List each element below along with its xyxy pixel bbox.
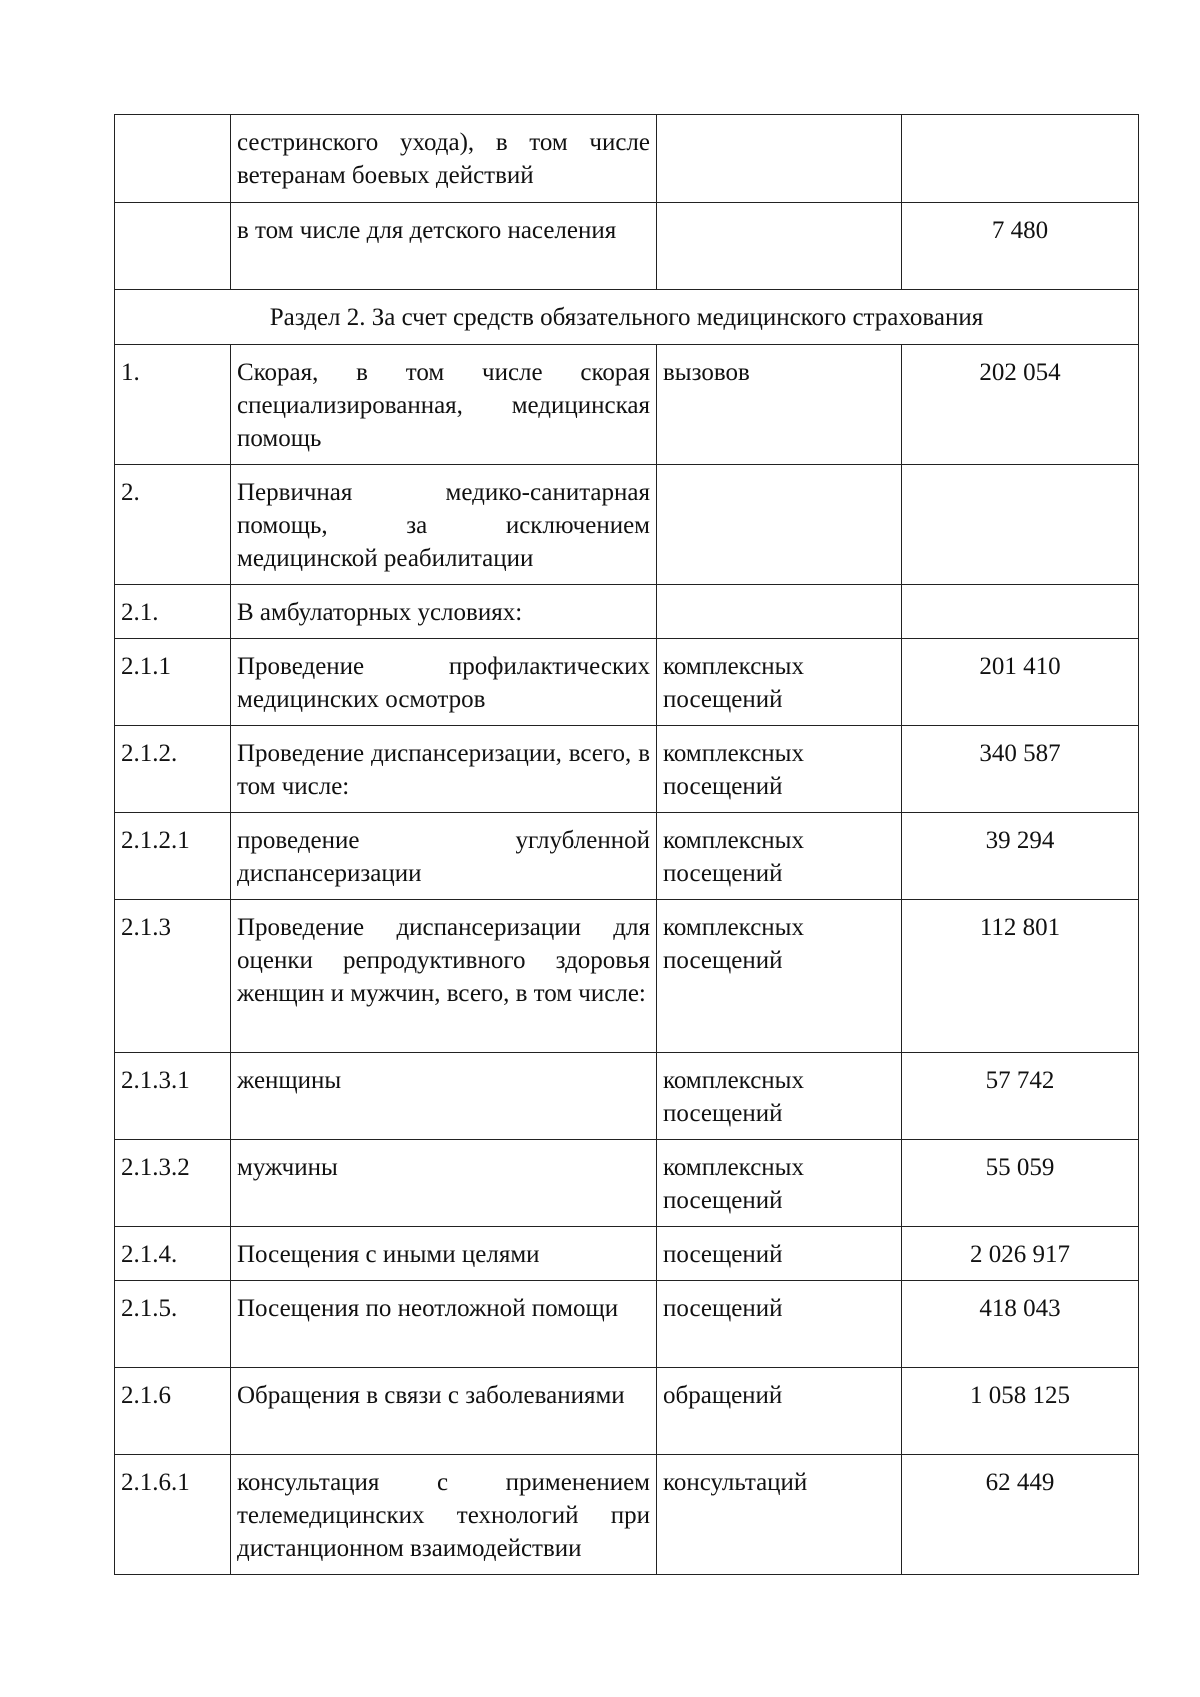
row-unit: консультаций	[657, 1455, 902, 1575]
row-value: 2 026 917	[902, 1227, 1139, 1281]
row-value	[902, 115, 1139, 203]
table-row	[115, 1281, 1139, 1368]
table-row	[115, 1053, 1139, 1140]
row-number: 2.1.3.1	[115, 1053, 231, 1140]
table-row	[115, 726, 1139, 813]
row-unit: посещений	[657, 1281, 902, 1368]
row-unit	[657, 115, 902, 203]
row-value: 55 059	[902, 1140, 1139, 1227]
row-number: 2.1.3	[115, 900, 231, 1053]
row-value: 7 480	[902, 203, 1139, 290]
table-row	[115, 345, 1139, 465]
row-number	[115, 203, 231, 290]
row-number: 2.	[115, 465, 231, 585]
row-value: 202 054	[902, 345, 1139, 465]
section-title: Раздел 2. За счет средств обязательного медицинского страхования	[115, 290, 1139, 345]
row-number: 2.1.	[115, 585, 231, 639]
table-row	[115, 813, 1139, 900]
row-value	[902, 465, 1139, 585]
row-number: 2.1.4.	[115, 1227, 231, 1281]
row-unit: комплексных посещений	[657, 900, 902, 1053]
row-name: в том числе для детского населения	[231, 203, 657, 290]
row-value: 1 058 125	[902, 1368, 1139, 1455]
table-row	[115, 900, 1139, 1053]
row-name: Проведение профилактических медицинских осмотров	[231, 639, 657, 726]
row-unit: посещений	[657, 1227, 902, 1281]
row-value: 201 410	[902, 639, 1139, 726]
table-row	[115, 639, 1139, 726]
table-row	[115, 585, 1139, 639]
table-row	[115, 1455, 1139, 1575]
row-name: сестринского ухода), в том числе ветеранам боевых действий	[231, 115, 657, 203]
row-value: 39 294	[902, 813, 1139, 900]
row-name: Проведение диспансеризации, всего, в том числе:	[231, 726, 657, 813]
row-value: 62 449	[902, 1455, 1139, 1575]
table-row	[115, 115, 1139, 203]
row-value: 418 043	[902, 1281, 1139, 1368]
row-name: проведение углубленной диспансеризации	[231, 813, 657, 900]
row-number: 2.1.3.2	[115, 1140, 231, 1227]
row-unit: комплексных посещений	[657, 1140, 902, 1227]
row-unit: обращений	[657, 1368, 902, 1455]
row-name: Проведение диспансеризации для оценки репродуктивного здоровья женщин и мужчин, всего, в том числе:	[231, 900, 657, 1053]
section-header-row	[115, 290, 1139, 345]
row-unit: комплексных посещений	[657, 813, 902, 900]
table-row	[115, 1368, 1139, 1455]
row-number	[115, 115, 231, 203]
row-unit: комплексных посещений	[657, 726, 902, 813]
table-row	[115, 465, 1139, 585]
row-value	[902, 585, 1139, 639]
row-name: Посещения по неотложной помощи	[231, 1281, 657, 1368]
row-value: 112 801	[902, 900, 1139, 1053]
table-row	[115, 1227, 1139, 1281]
row-number: 2.1.6.1	[115, 1455, 231, 1575]
row-unit	[657, 465, 902, 585]
row-number: 2.1.1	[115, 639, 231, 726]
row-name: Обращения в связи с заболеваниями	[231, 1368, 657, 1455]
row-unit: комплексных посещений	[657, 1053, 902, 1140]
table-row	[115, 203, 1139, 290]
row-number: 2.1.2.1	[115, 813, 231, 900]
row-name: Скорая, в том числе скорая специализированная, медицинская помощь	[231, 345, 657, 465]
row-name: консультация с применением телемедицинских технологий при дистанционном взаимодействии	[231, 1455, 657, 1575]
row-unit: вызовов	[657, 345, 902, 465]
row-name: Посещения с иными целями	[231, 1227, 657, 1281]
row-name: женщины	[231, 1053, 657, 1140]
row-value: 340 587	[902, 726, 1139, 813]
row-number: 2.1.5.	[115, 1281, 231, 1368]
row-number: 1.	[115, 345, 231, 465]
row-unit	[657, 203, 902, 290]
row-number: 2.1.2.	[115, 726, 231, 813]
row-unit	[657, 585, 902, 639]
row-value: 57 742	[902, 1053, 1139, 1140]
row-name: В амбулаторных условиях:	[231, 585, 657, 639]
row-name: Первичная медико-санитарная помощь, за исключением медицинской реабилитации	[231, 465, 657, 585]
row-unit: комплексных посещений	[657, 639, 902, 726]
row-name: мужчины	[231, 1140, 657, 1227]
table-row	[115, 1140, 1139, 1227]
document-table	[114, 114, 1139, 1575]
row-number: 2.1.6	[115, 1368, 231, 1455]
